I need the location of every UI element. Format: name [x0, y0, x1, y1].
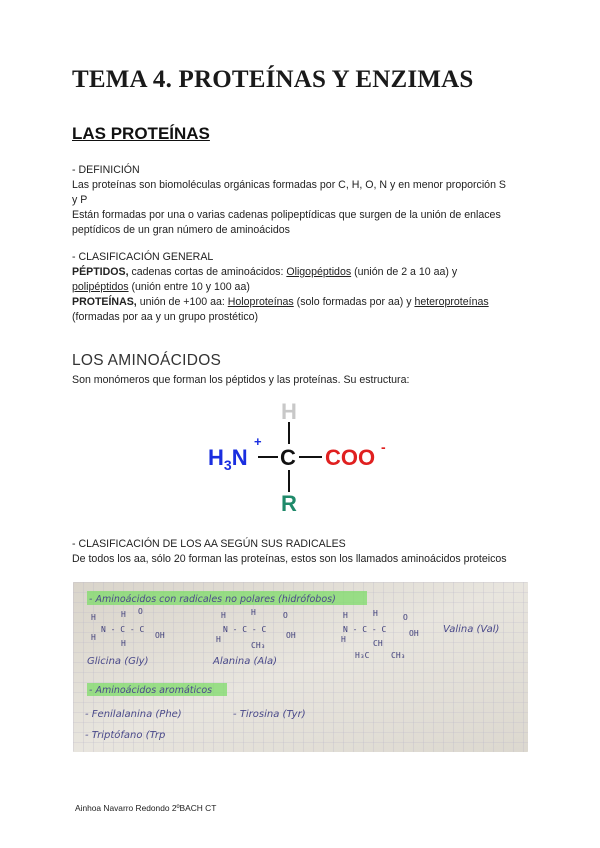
svg-text:H: H: [91, 633, 96, 642]
radicales-text: De todos los aa, sólo 20 forman las proteínas, estos son los llamados aminoácidos proteicos: [72, 553, 507, 565]
charge-minus: -: [381, 439, 386, 455]
svg-text:O: O: [138, 607, 143, 616]
svg-text:CH₃: CH₃: [391, 651, 406, 660]
polipeptidos-term: polipéptidos: [72, 281, 129, 293]
notes-valina: Valina (Val): [443, 624, 500, 635]
notes-drawing: [73, 582, 528, 752]
svg-text:H: H: [121, 610, 126, 619]
polipeptidos-text: (unión entre 10 y 100 aa): [128, 281, 250, 293]
notes-heading-nonpolar: - Aminoácidos con radicales no polares (hidrófobos): [89, 594, 336, 605]
notes-glicina: Glicina (Gly): [87, 656, 149, 667]
svg-text:H: H: [341, 635, 346, 644]
svg-text:O: O: [283, 611, 288, 620]
aminoacidos-heading: LOS AMINOÁCIDOS: [72, 352, 222, 369]
notes-tirosina: - Tirosina (Tyr): [233, 709, 306, 720]
svg-text:CH₃: CH₃: [251, 641, 266, 650]
svg-text:H: H: [216, 635, 221, 644]
definicion-section: [72, 163, 532, 238]
oligopeptidos-term: Oligopéptidos: [286, 266, 352, 278]
radicales-label: - CLASIFICACIÓN DE LOS AA SEGÚN SUS RADICALES: [72, 538, 346, 550]
oligopeptidos-text: (unión de 2 a 10 aa) y: [351, 266, 458, 278]
holoproteinas-text: (solo formadas por aa) y: [293, 296, 415, 308]
peptidos-line: [72, 265, 532, 280]
amino-acid-structure: [200, 395, 400, 520]
peptidos-term: PÉPTIDOS,: [72, 266, 129, 278]
clasificacion-label: - CLASIFICACIÓN GENERAL: [72, 251, 214, 263]
structure-c: C: [280, 445, 296, 470]
structure-h-top: H: [281, 399, 297, 424]
handwritten-notes-photo: [73, 582, 528, 752]
definicion-line3: Están formadas por una o varias cadenas polipeptídicas que surgen de la unión de enlaces: [72, 209, 501, 221]
notes-alanina: Alanina (Ala): [213, 656, 278, 667]
section-heading: LAS PROTEÍNAS: [72, 124, 210, 143]
polipeptidos-line: [72, 280, 532, 295]
svg-text:OH: OH: [286, 631, 296, 640]
svg-text:N - C - C: N - C - C: [223, 625, 267, 634]
svg-text:H: H: [343, 611, 348, 620]
proteinas-line: [72, 295, 532, 310]
charge-plus: +: [254, 434, 262, 449]
svg-text:CH: CH: [373, 639, 383, 648]
page-title: TEMA 4. PROTEÍNAS Y ENZIMAS: [72, 66, 474, 93]
svg-text:N - C - C: N - C - C: [101, 625, 145, 634]
svg-text:OH: OH: [155, 631, 165, 640]
notes-fenilalanina: - Fenilalanina (Phe): [85, 709, 182, 720]
definicion-label: - DEFINICIÓN: [72, 164, 140, 176]
definicion-line2: y P: [72, 194, 88, 206]
aminoacidos-text: Son monómeros que forman los péptidos y las proteínas. Su estructura:: [72, 374, 410, 386]
svg-text:N - C - C: N - C - C: [343, 625, 387, 634]
svg-text:H: H: [373, 609, 378, 618]
holoproteinas-term: Holoproteínas: [227, 296, 294, 308]
svg-text:OH: OH: [409, 629, 419, 638]
heteroproteinas-term: heteroproteínas: [414, 296, 489, 308]
notes-heading-aromatic: - Aminoácidos aromáticos: [89, 685, 213, 696]
svg-text:O: O: [403, 613, 408, 622]
heteroproteinas-line: (formadas por aa y un grupo prostético): [72, 311, 259, 323]
footer-author: Ainhoa Navarro Redondo 2ºBACH CT: [75, 803, 217, 813]
svg-text:H: H: [251, 608, 256, 617]
radicales-section: [72, 537, 532, 567]
proteinas-term: PROTEÍNAS,: [72, 296, 137, 308]
svg-text:H: H: [221, 611, 226, 620]
svg-text:H: H: [91, 613, 96, 622]
definicion-line1: Las proteínas son biomoléculas orgánicas formadas por C, H, O, N y en menor proporción S: [72, 179, 506, 191]
structure-coo: COO: [325, 445, 376, 470]
structure-h3n: $H_3N$: [208, 445, 248, 473]
structure-r: R: [281, 491, 297, 516]
svg-text:H: H: [121, 639, 126, 648]
peptidos-text: cadenas cortas de aminoácidos:: [128, 266, 287, 278]
notes-triptofano: - Triptófano (Trp: [85, 730, 166, 741]
proteinas-text: unión de +100 aa:: [136, 296, 228, 308]
svg-text:H₃C: H₃C: [355, 651, 370, 660]
definicion-line4: peptídicos de un gran número de aminoácidos: [72, 224, 290, 236]
clasificacion-section: [72, 250, 532, 325]
